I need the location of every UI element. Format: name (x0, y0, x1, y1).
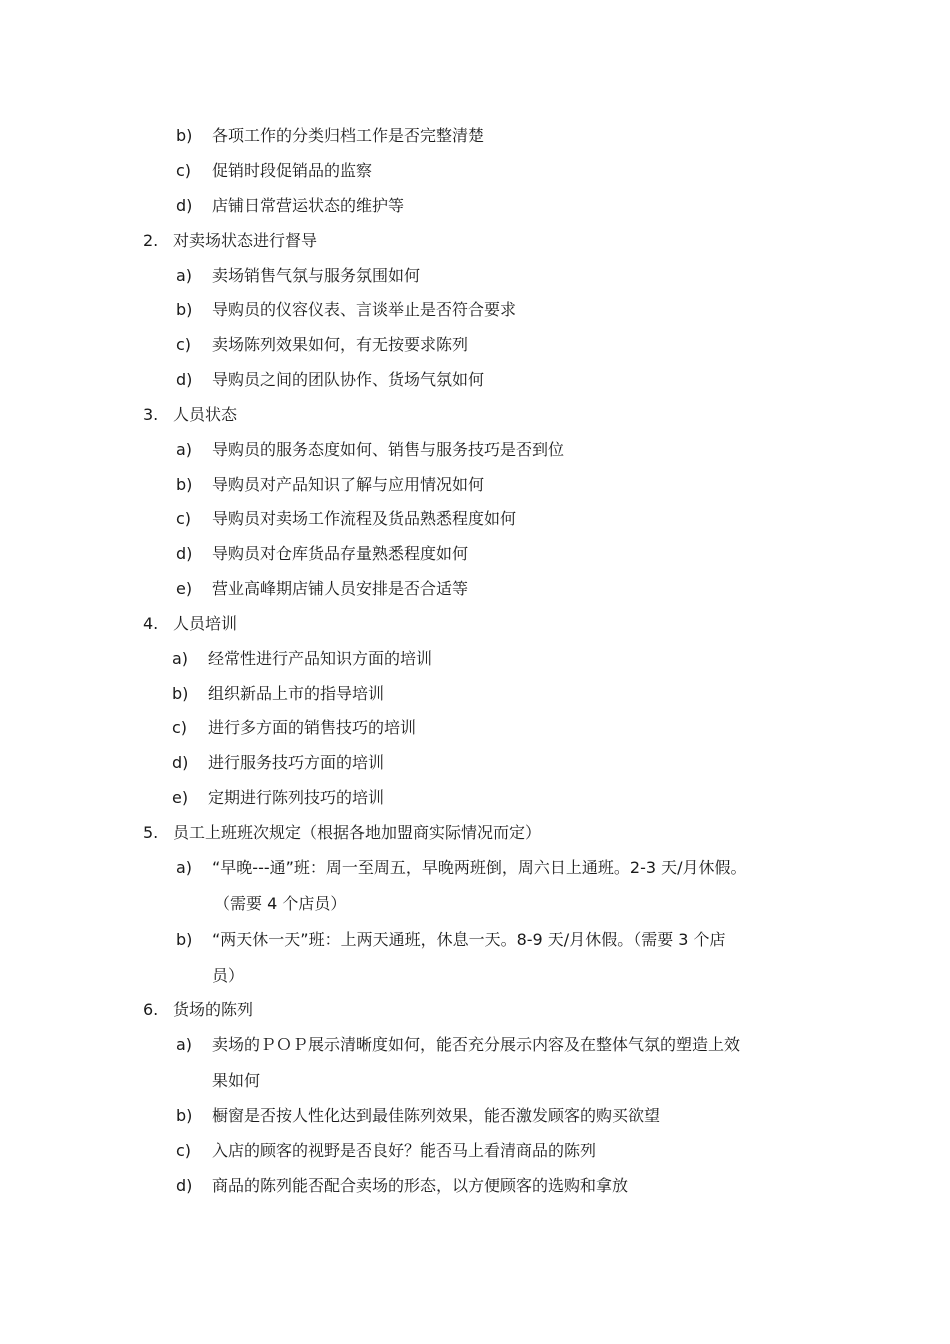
item-text: 进行服务技巧方面的培训 (208, 753, 385, 772)
item-text: 导购员对产品知识了解与应用情况如何 (212, 475, 485, 494)
item-marker: c) (176, 335, 192, 354)
item-marker: b) (172, 684, 189, 703)
item-marker: c) (176, 161, 192, 180)
item-marker: b) (176, 1106, 193, 1125)
item-text: 导购员对仓库货品存量熟悉程度如何 (212, 544, 469, 563)
item-text: 定期进行陈列技巧的培训 (208, 788, 385, 807)
item-marker: c) (176, 1141, 192, 1160)
section-title: 人员状态 (173, 405, 238, 424)
item-text: 进行多方面的销售技巧的培训 (208, 718, 417, 737)
item-marker: d) (172, 753, 189, 772)
item-marker: d) (176, 1176, 193, 1195)
item-text: 组织新品上市的指导培训 (208, 684, 385, 703)
item-text: “早晚---通”班：周一至周五，早晚两班倒，周六日上通班。2-3 天/月休假。 (212, 858, 747, 877)
section-title: 员工上班班次规定（根据各地加盟商实际情况而定） (173, 823, 542, 842)
item-text: 橱窗是否按人性化达到最佳陈列效果，能否激发顾客的购买欲望 (212, 1106, 661, 1125)
item-marker: d) (176, 370, 193, 389)
item-text: 入店的顾客的视野是否良好？能否马上看清商品的陈列 (212, 1141, 597, 1160)
item-marker: b) (176, 126, 193, 145)
item-text: 导购员的服务态度如何、销售与服务技巧是否到位 (212, 440, 565, 459)
item-marker: d) (176, 544, 193, 563)
section-number: 3. (143, 405, 159, 424)
item-marker: a) (176, 1035, 193, 1054)
item-marker: b) (176, 930, 193, 949)
item-marker: e) (172, 788, 189, 807)
item-text: 各项工作的分类归档工作是否完整清楚 (212, 126, 485, 145)
item-text-continuation: 果如何 (212, 1071, 261, 1090)
section-title: 人员培训 (173, 614, 238, 633)
section-number: 4. (143, 614, 159, 633)
item-text: 促销时段促销品的监察 (212, 161, 373, 180)
item-text: 营业高峰期店铺人员安排是否合适等 (212, 579, 469, 598)
item-marker: d) (176, 196, 193, 215)
item-marker: b) (176, 475, 193, 494)
section-title: 对卖场状态进行督导 (173, 231, 318, 250)
item-marker: c) (172, 718, 188, 737)
item-text: 卖场的ＰＯＰ展示清晰度如何，能否充分展示内容及在整体气氛的塑造上效 (212, 1035, 741, 1054)
item-text: 经常性进行产品知识方面的培训 (208, 649, 433, 668)
item-marker: a) (176, 266, 193, 285)
item-marker: a) (176, 440, 193, 459)
item-text: 卖场陈列效果如何，有无按要求陈列 (212, 335, 469, 354)
item-text: 导购员的仪容仪表、言谈举止是否符合要求 (212, 300, 517, 319)
item-text: 商品的陈列能否配合卖场的形态，以方便顾客的选购和拿放 (212, 1176, 629, 1195)
item-text: “两天休一天”班：上两天通班，休息一天。8-9 天/月休假。（需要 3 个店 (212, 930, 726, 949)
item-text: 卖场销售气氛与服务氛围如何 (212, 266, 421, 285)
section-number: 5. (143, 823, 159, 842)
item-text: 导购员对卖场工作流程及货品熟悉程度如何 (212, 509, 517, 528)
item-marker: c) (176, 509, 192, 528)
item-marker: a) (172, 649, 189, 668)
item-marker: a) (176, 858, 193, 877)
item-text: 店铺日常营运状态的维护等 (212, 196, 405, 215)
section-title: 货场的陈列 (173, 1000, 254, 1019)
section-number: 2. (143, 231, 159, 250)
item-text-continuation: 员） (212, 966, 245, 985)
item-marker: e) (176, 579, 193, 598)
item-text: 导购员之间的团队协作、货场气氛如何 (212, 370, 485, 389)
section-number: 6. (143, 1000, 159, 1019)
item-marker: b) (176, 300, 193, 319)
item-text-continuation: （需要 4 个店员） (214, 894, 347, 913)
